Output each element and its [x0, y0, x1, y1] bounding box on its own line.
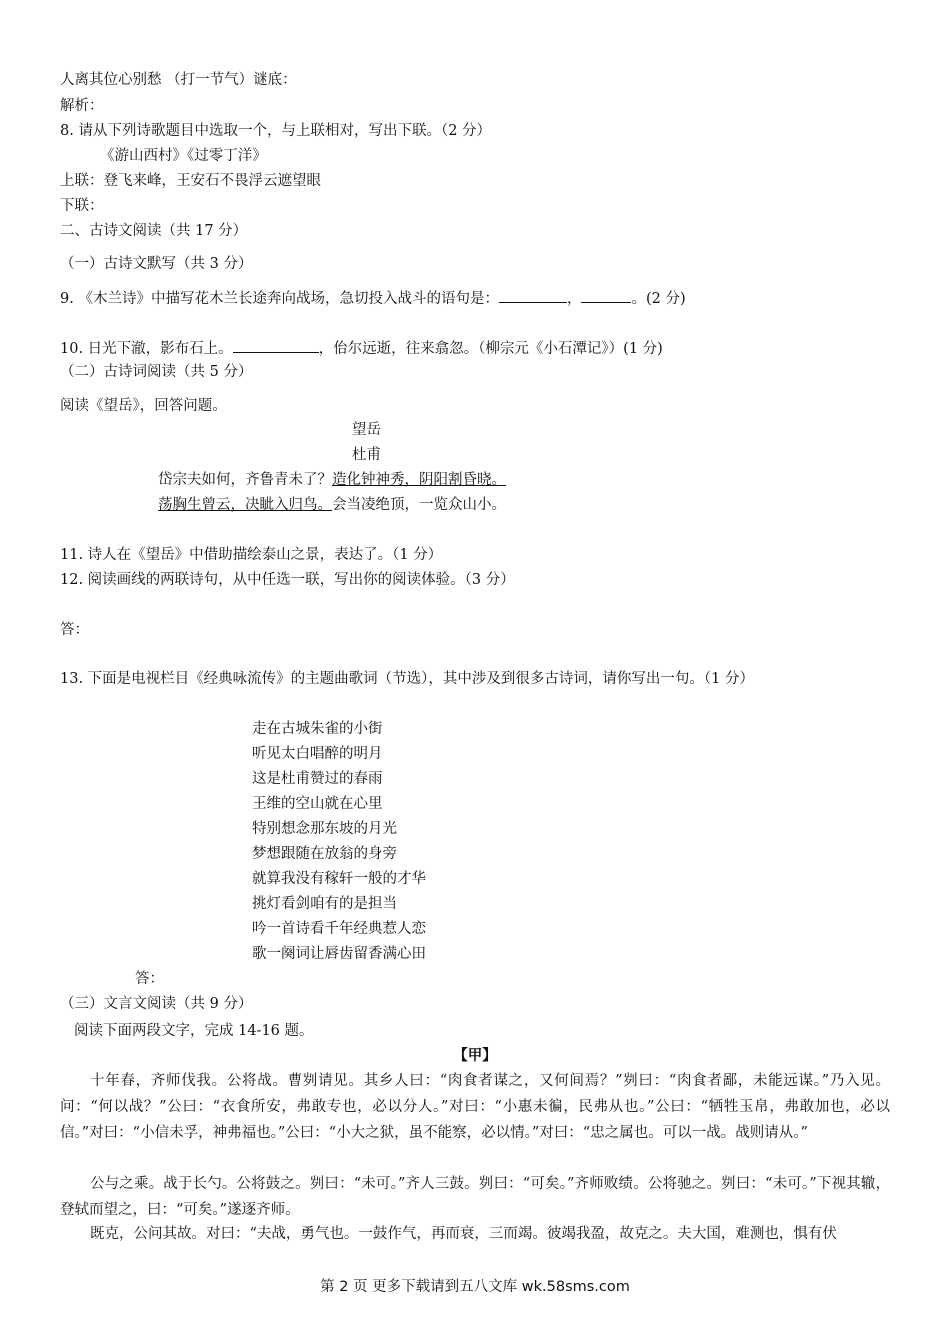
song-line: 歌一阕词让唇齿留香满心田	[252, 946, 426, 962]
section-2-2-heading: （二）古诗词阅读（共 5 分）	[60, 364, 253, 380]
passage-paragraph-1: 十年春，齐师伐我。公将战。曹刿请见。其乡人曰：“肉食者谋之，又何间焉？”刿曰：“肉食者鄙，未能远谋。”乃入见。问：“何以战？”公曰：“衣食所安，弗敢专也，必以分人。”对曰：“小惠未徧，民弗从也。”公曰：“牺牲玉帛，弗敢加也，必以信。”对曰：“小信未孚，神弗福也。”公曰：“小大之狱，虽不能察，必以情。”对曰：“忠之属也。可以一战。战则请从。”	[60, 1073, 890, 1141]
q9-blank-2[interactable]	[581, 288, 631, 303]
q8-lower-couplet: 下联：	[60, 198, 104, 214]
riddle-line: 人离其位心别愁 （打一节气）谜底：	[60, 72, 297, 88]
poem-line-2-a-underlined: 荡胸生曾云，决眦入归鸟。	[158, 497, 332, 513]
section-2-3-heading: （三）文言文阅读（共 9 分）	[60, 996, 253, 1012]
song-line: 特别想念那东坡的月光	[252, 821, 397, 837]
song-line: 走在古城朱雀的小街	[252, 721, 383, 737]
poem-line-1	[158, 470, 506, 490]
song-line: 梦想跟随在放翁的身旁	[252, 846, 397, 862]
passage-paragraph-3: 既克，公问其故。对曰：“夫战，勇气也。一鼓作气，再而衰，三而竭。彼竭我盈，故克之。夫大国，难测也，惧有伏	[90, 1226, 837, 1242]
read-poem-instruction: 阅读《望岳》，回答问题。	[60, 398, 227, 414]
poem-line-2-b: 会当凌绝顶，一览众山小。	[332, 497, 506, 513]
song-line: 这是杜甫赞过的春雨	[252, 771, 383, 787]
song-line: 听见太白唱醉的明月	[252, 746, 383, 762]
song-line: 吟一首诗看千年经典惹人恋	[252, 921, 426, 937]
q13-answer-label: 答：	[135, 971, 164, 987]
song-line: 王维的空山就在心里	[252, 796, 383, 812]
poem-author: 杜甫	[352, 447, 381, 463]
q8-poem-titles: 《游山西村》《过零丁洋》	[100, 148, 267, 164]
question-8: 8. 请从下列诗歌题目中选取一个，与上联相对，写出下联。（2 分）	[60, 123, 492, 139]
song-line: 挑灯看剑咱有的是担当	[252, 896, 397, 912]
q10-text-b: ，佁尔远逝，往来翕忽。（柳宗元《小石潭记》）(1 分)	[318, 341, 663, 357]
section-2-heading: 二、古诗文阅读（共 17 分）	[60, 223, 248, 239]
q10-text-a: 10. 日光下澈，影布石上。	[60, 341, 233, 357]
q9-text: 9. 《木兰诗》中描写花木兰长途奔向战场，急切投入战斗的语句是：	[60, 291, 499, 307]
question-13: 13. 下面是电视栏目《经典咏流传》的主题曲歌词（节选），其中涉及到很多古诗词，请你写出一句。（1 分）	[60, 671, 754, 687]
q9-score: 。(2 分)	[631, 291, 686, 307]
section-2-1-heading: （一）古诗文默写（共 3 分）	[60, 256, 253, 272]
q12-answer-label: 答：	[60, 622, 89, 638]
passage-paragraph-2: 公与之乘。战于长勺。公将鼓之。刿曰：“未可。”齐人三鼓。刿曰：“可矣。”齐师败绩。公将驰之。刿曰：“未可。”下视其辙，登轼而望之，曰：“可矣。”遂逐齐师。	[60, 1176, 890, 1218]
q8-upper-couplet: 上联：登飞来峰，王安石不畏浮云遮望眼	[60, 173, 321, 189]
q10-blank[interactable]	[233, 338, 319, 353]
poem-line-2	[158, 495, 506, 515]
question-12: 12. 阅读画线的两联诗句，从中任选一联，写出你的阅读体验。（3 分）	[60, 572, 515, 588]
poem-line-1-a: 岱宗夫如何，齐鲁青未了？	[158, 472, 332, 488]
poem-line-1-b-underlined: 造化钟神秀，阴阳割昏晓。	[332, 472, 506, 488]
poem-title: 望岳	[352, 422, 381, 438]
page-footer: 第 2 页 更多下载请到五八文库 wk.58sms.com	[320, 1279, 630, 1295]
question-11: 11. 诗人在《望岳》中借助描绘泰山之景，表达了。（1 分）	[60, 547, 443, 563]
question-10	[60, 338, 663, 359]
song-line: 就算我没有稼轩一般的才华	[252, 871, 426, 887]
question-9	[60, 288, 686, 309]
read-prose-instruction: 阅读下面两段文字，完成 14-16 题。	[74, 1023, 314, 1039]
analysis-label: 解析：	[60, 98, 104, 114]
q9-comma: ，	[566, 291, 582, 307]
passage-jia-title: 【甲】	[453, 1048, 497, 1064]
q9-blank-1[interactable]	[499, 288, 567, 303]
